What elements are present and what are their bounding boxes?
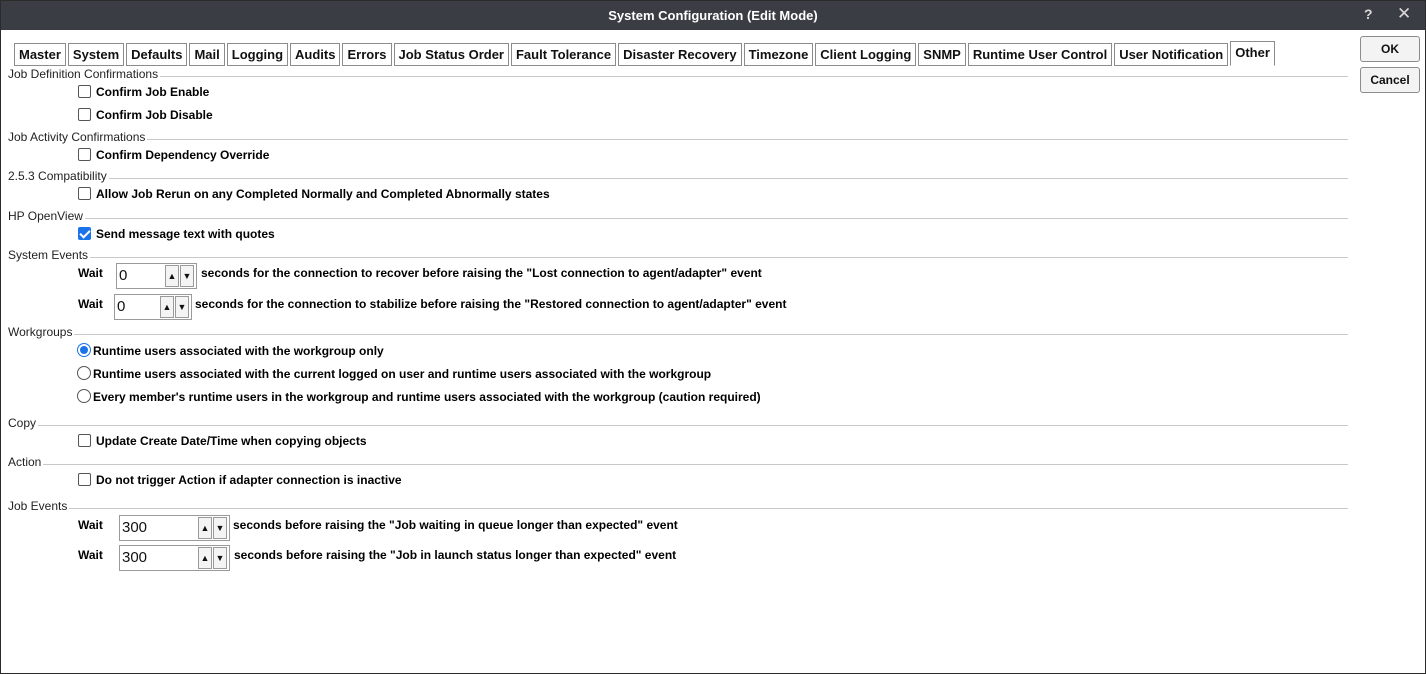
queue-wait-text: seconds before raising the "Job waiting in queue longer than expected" event: [233, 518, 678, 532]
tab-snmp[interactable]: SNMP: [918, 43, 966, 66]
spinner-down-icon[interactable]: ▼: [180, 265, 194, 287]
section-divider: [8, 334, 1348, 335]
tab-user-notification[interactable]: User Notification: [1114, 43, 1228, 66]
section-title: System Events: [8, 248, 89, 262]
spinner-arrows: [196, 516, 229, 540]
title-bar: [1, 1, 1425, 30]
spinner-arrows: [163, 264, 196, 288]
section-title: Action: [8, 455, 42, 469]
update-create-date-row: [78, 434, 367, 452]
no-trigger-action-row: [78, 473, 402, 491]
send-quotes-label: Send message text with quotes: [96, 227, 275, 241]
spinner-up-icon[interactable]: ▲: [198, 547, 212, 569]
lost-connection-seconds-input[interactable]: 0: [119, 267, 128, 284]
workgroup-option-2-label: Runtime users associated with the current logged on user and runtime users associated with the workgroup: [93, 367, 712, 381]
workgroup-option-1-label: Runtime users associated with the workgroup only: [93, 344, 384, 358]
restored-connection-seconds-spinner: [114, 294, 192, 320]
section-title: Copy: [8, 416, 37, 430]
section-compatibility: [8, 169, 1348, 183]
section-job-events: [8, 499, 1348, 513]
confirm-job-disable-row: [78, 108, 213, 126]
confirm-job-enable-row: [78, 85, 209, 103]
restored-connection-text: seconds for the connection to stabilize before raising the "Restored connection to agent/adapter" event: [195, 297, 787, 311]
lost-connection-text: seconds for the connection to recover before raising the "Lost connection to agent/adapter" event: [201, 266, 762, 280]
section-title: Job Events: [8, 499, 68, 513]
tab-system[interactable]: System: [68, 43, 124, 66]
section-divider: [8, 76, 1348, 77]
workgroup-option-3-radio[interactable]: [77, 389, 91, 403]
tab-job-status-order[interactable]: Job Status Order: [394, 43, 509, 66]
restored-connection-seconds-input[interactable]: 0: [117, 298, 126, 315]
spinner-down-icon[interactable]: ▼: [213, 517, 227, 539]
section-job-definition-confirmations: [8, 67, 1348, 81]
section-title: Job Activity Confirmations: [8, 130, 146, 144]
section-copy: [8, 416, 1348, 430]
spinner-down-icon[interactable]: ▼: [175, 296, 189, 318]
spinner-arrows: [196, 546, 229, 570]
allow-job-rerun-label: Allow Job Rerun on any Completed Normally and Completed Abnormally states: [96, 187, 550, 201]
section-title: 2.5.3 Compatibility: [8, 169, 107, 183]
spinner-up-icon[interactable]: ▲: [198, 517, 212, 539]
section-divider: [8, 139, 1348, 140]
tab-runtime-user-control[interactable]: Runtime User Control: [968, 43, 1112, 66]
section-hp-openview: [8, 209, 1348, 223]
cancel-button[interactable]: Cancel: [1360, 67, 1420, 93]
section-workgroups: [8, 325, 1348, 339]
wait-label: Wait: [78, 266, 103, 280]
section-divider: [8, 464, 1348, 465]
tab-timezone[interactable]: Timezone: [744, 43, 814, 66]
tab-errors[interactable]: Errors: [342, 43, 391, 66]
section-divider: [8, 257, 1348, 258]
lost-connection-seconds-spinner: [116, 263, 197, 289]
workgroup-option-1-row: [77, 343, 384, 361]
launch-wait-seconds-spinner: [119, 545, 230, 571]
dialog-title: System Configuration (Edit Mode): [608, 8, 818, 23]
spinner-up-icon[interactable]: ▲: [160, 296, 174, 318]
section-divider: [8, 218, 1348, 219]
queue-wait-seconds-input[interactable]: 300: [122, 519, 148, 536]
workgroup-option-2-radio[interactable]: [77, 366, 91, 380]
section-divider: [8, 508, 1348, 509]
workgroup-option-2-row: [77, 366, 711, 384]
confirm-job-enable-checkbox[interactable]: [78, 85, 91, 98]
section-action: [8, 455, 1348, 469]
tab-disaster-recovery[interactable]: Disaster Recovery: [618, 43, 741, 66]
wait-label: Wait: [78, 518, 103, 532]
update-create-date-checkbox[interactable]: [78, 434, 91, 447]
tab-bar: [14, 41, 1277, 64]
allow-job-rerun-checkbox[interactable]: [78, 187, 91, 200]
allow-job-rerun-row: [78, 187, 550, 205]
tab-client-logging[interactable]: Client Logging: [815, 43, 916, 66]
close-icon[interactable]: ✕: [1397, 4, 1412, 23]
tab-logging[interactable]: Logging: [227, 43, 288, 66]
spinner-arrows: [158, 295, 191, 319]
section-title: Job Definition Confirmations: [8, 67, 159, 81]
update-create-date-label: Update Create Date/Time when copying objects: [96, 434, 367, 448]
send-quotes-checkbox[interactable]: [78, 227, 91, 240]
workgroup-option-1-radio[interactable]: [77, 343, 91, 357]
confirm-job-disable-checkbox[interactable]: [78, 108, 91, 121]
section-title: Workgroups: [8, 325, 73, 339]
wait-label: Wait: [78, 297, 103, 311]
section-divider: [8, 178, 1348, 179]
help-icon[interactable]: ?: [1364, 6, 1373, 22]
no-trigger-action-checkbox[interactable]: [78, 473, 91, 486]
confirm-dependency-override-label: Confirm Dependency Override: [96, 148, 270, 162]
tab-defaults[interactable]: Defaults: [126, 43, 187, 66]
queue-wait-seconds-spinner: [119, 515, 230, 541]
launch-wait-seconds-input[interactable]: 300: [122, 549, 148, 566]
send-quotes-row: [78, 227, 275, 245]
confirm-job-enable-label: Confirm Job Enable: [96, 85, 210, 99]
section-divider: [8, 425, 1348, 426]
launch-wait-text: seconds before raising the "Job in launch status longer than expected" event: [234, 548, 677, 562]
confirm-dependency-override-checkbox[interactable]: [78, 148, 91, 161]
section-job-activity-confirmations: [8, 130, 1348, 144]
wait-label: Wait: [78, 548, 103, 562]
ok-button[interactable]: OK: [1360, 36, 1420, 62]
tab-master[interactable]: Master: [14, 43, 66, 66]
tab-other[interactable]: Other: [1230, 41, 1275, 66]
confirm-dependency-override-row: [78, 148, 269, 166]
workgroup-option-3-label: Every member's runtime users in the workgroup and runtime users associated with the workgroup (caution required): [93, 390, 761, 404]
confirm-job-disable-label: Confirm Job Disable: [96, 108, 213, 122]
tab-mail[interactable]: Mail: [189, 43, 224, 66]
no-trigger-action-label: Do not trigger Action if adapter connection is inactive: [96, 473, 402, 487]
tab-fault-tolerance[interactable]: Fault Tolerance: [511, 43, 616, 66]
spinner-up-icon[interactable]: ▲: [165, 265, 179, 287]
section-title: HP OpenView: [8, 209, 83, 223]
tab-audits[interactable]: Audits: [290, 43, 340, 66]
workgroup-option-3-row: [77, 389, 761, 407]
spinner-down-icon[interactable]: ▼: [213, 547, 227, 569]
section-system-events: [8, 248, 1348, 262]
